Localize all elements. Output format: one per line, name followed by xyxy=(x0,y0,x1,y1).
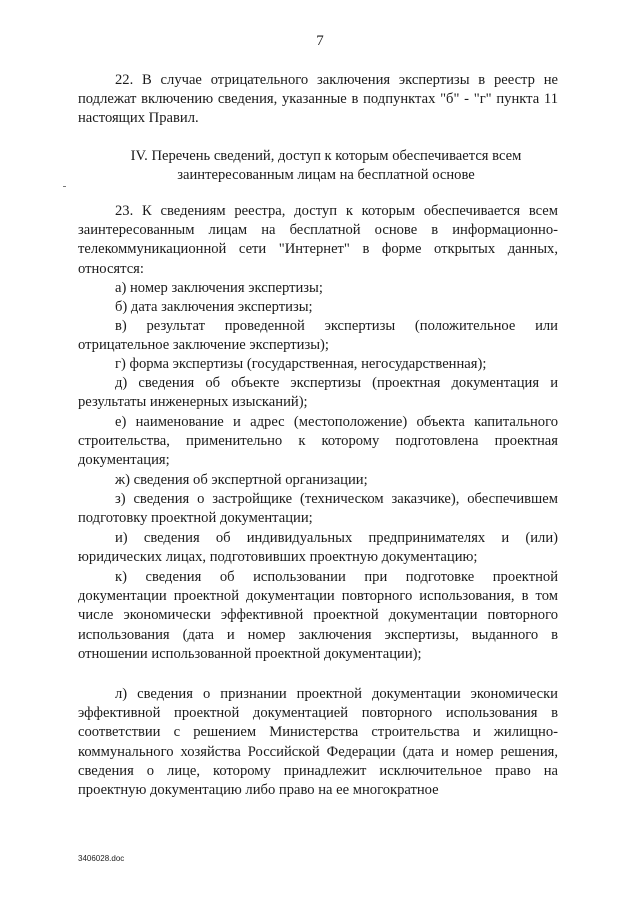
list-item-k: к) сведения об использовании при подготовке проектной документации проектной документации повторного использования, в том числе экономически эффективной проектной документации повторного использования (дата и номер заключения экспертизы, выданного в отношении использованной проектной документации); xyxy=(78,569,558,662)
list-item-a: а) номер заключения экспертизы; xyxy=(115,280,323,296)
list-item-l: л) сведения о признании проектной документации экономически эффективной проектной документацией повторного использования в соответствии с решением Министерства строительства и жилищно-коммунального хозяйства Российской Федерации (дата и номер решения, сведения о лице, которому принадлежит исключительное право на проектную документацию либо право на ее многократное xyxy=(78,686,558,799)
margin-mark xyxy=(63,186,66,187)
section-title: IV. Перечень сведений, доступ к которым обеспечивается всем заинтересованным лицам на бесплатной основе xyxy=(130,148,522,183)
list-item-d: д) сведения об объекте экспертизы (проектная документация и результаты инженерных изысканий); xyxy=(78,375,558,411)
list-item-e: е) наименование и адрес (местоположение) объекта капитального строительства, применительно к которому подготовлена проектная документация; xyxy=(78,414,558,469)
paragraph-22: 22. В случае отрицательного заключения экспертизы в реестр не подлежат включению сведения, указанные в подпунктах "б" - "г" пункта 11 настоящих Правил. xyxy=(78,72,558,127)
paragraph-23: 23. К сведениям реестра, доступ к которым обеспечивается всем заинтересованным лицам на бесплатной основе в информационно-телекоммуникационной сети "Интернет" в форме открытых данных, относятся: xyxy=(78,203,558,277)
page-number: 7 xyxy=(316,33,324,49)
list-item-b: б) дата заключения экспертизы; xyxy=(115,299,313,315)
list-item-i: и) сведения об индивидуальных предпринимателях и (или) юридических лицах, подготовивших проектную документацию; xyxy=(78,530,558,566)
list-item-z: з) сведения о застройщике (техническом заказчике), обеспечившем подготовку проектной документации; xyxy=(78,491,558,527)
list-item-v: в) результат проведенной экспертизы (положительное или отрицательное заключение экспертизы); xyxy=(78,318,558,354)
footer-filename: 3406028.doc xyxy=(78,854,125,863)
list-item-g: г) форма экспертизы (государственная, негосударственная); xyxy=(115,356,487,372)
list-item-zh: ж) сведения об экспертной организации; xyxy=(115,472,368,488)
